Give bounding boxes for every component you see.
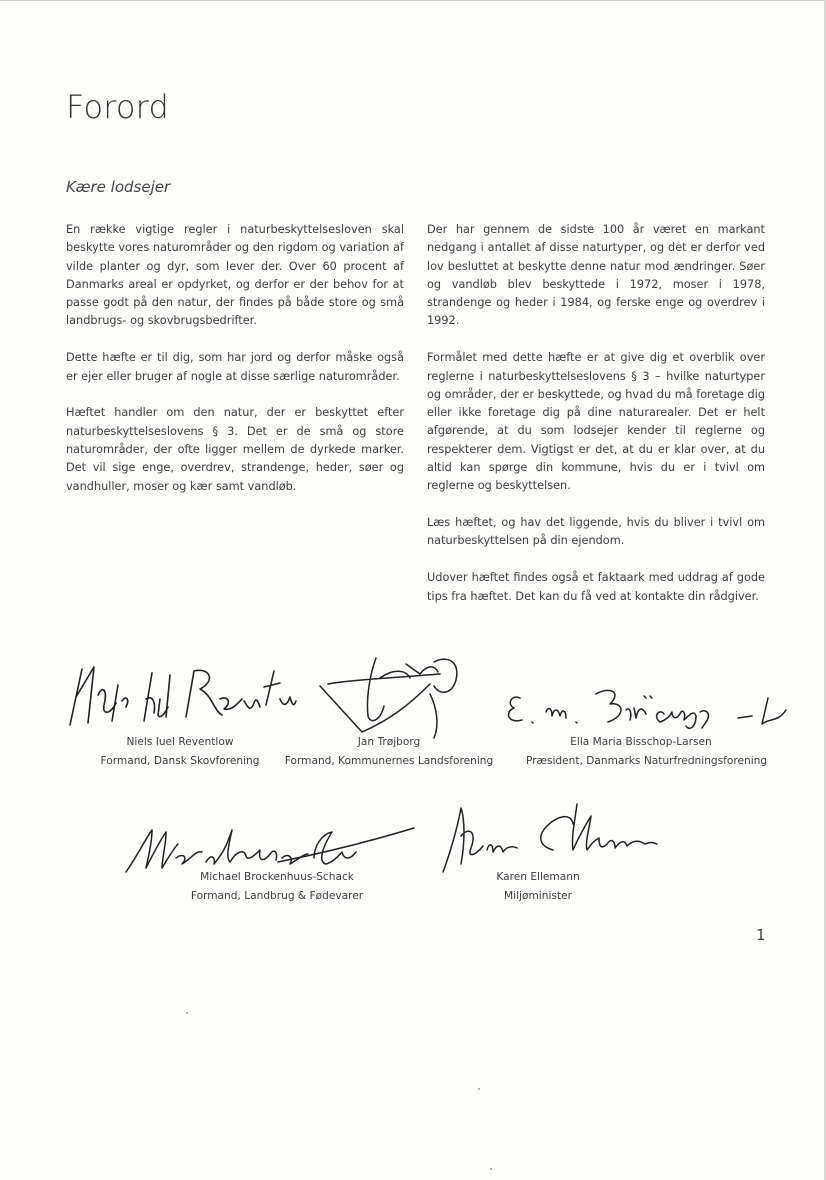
- paragraph: Udover hæftet findes også et faktaark med uddrag af gode tips fra hæftet. Det kan du få ved at kontakte din rådgiver.: [427, 571, 765, 603]
- signatory-name: Niels Iuel Reventlow: [126, 736, 234, 748]
- paragraph: Formålet med dette hæfte er at give dig et overblik over reglerne i naturbeskyttelseslovens § 3 – hvilke naturtyper og områder, der er beskyttede, og hvad du må foretage dig eller ikke foretage dig på dine naturarealer. Det er helt afgørende, at du som lodsejer kender til reglerne og respekterer dem. Vigtigst er det, at du er klar over, at du altid kan spørge din kommune, hvis du er i tvivl om reglerne og beskyttelsen.: [427, 351, 766, 493]
- signature-bisschop-larsen: [500, 676, 800, 736]
- left-column: [66, 221, 404, 514]
- signatory-role: Formand, Kommunernes Landsforening: [284, 755, 494, 767]
- signatory-role: Formand, Landbrug & Fødevarer: [190, 890, 364, 902]
- signatory-reventlow: [95, 733, 265, 771]
- scan-speck: [478, 1088, 480, 1090]
- page-title: Forord: [66, 88, 169, 126]
- salutation: Kære lodsejer: [66, 178, 171, 196]
- signature-trojborg: [310, 644, 470, 744]
- scan-speck: [490, 1168, 492, 1170]
- right-column: [427, 221, 765, 624]
- signatory-name: Karen Ellemann: [496, 871, 580, 883]
- signatory-role: Formand, Dansk Skovforening: [100, 755, 260, 767]
- paragraph: Dette hæfte er til dig, som har jord og derfor måske også er ejer eller bruger af nogle at disse særlige naturområder.: [66, 351, 404, 383]
- paragraph: Læs hæftet, og hav det liggende, hvis du bliver i tvivl om naturbeskyttelsen på din ejendom.: [427, 516, 765, 548]
- signature-ellemann: [435, 796, 665, 876]
- signatory-name: Ella Maria Bisschop-Larsen: [570, 736, 712, 748]
- signatory-name: Jan Trøjborg: [357, 736, 421, 748]
- paragraph: Der har gennem de sidste 100 år været en markant nedgang i antallet af disse naturtyper, og det er derfor ved lov besluttet at beskytte denne natur mod ændringer. Søer og vandløb blev beskyttede i 1972, moser i 1978, strandenge og heder i 1984, og ferske enge og overdrev i 1992.: [427, 223, 765, 328]
- signatory-trojborg: [284, 733, 494, 771]
- signatory-role: Præsident, Danmarks Naturfredningsforening: [526, 755, 768, 767]
- page-number: 1: [756, 926, 766, 944]
- signatory-role: Miljøminister: [504, 890, 572, 902]
- signatory-name: Michael Brockenhuus-Schack: [200, 871, 354, 883]
- scan-speck: [186, 1012, 188, 1014]
- signatory-brockenhuus-schack: [182, 868, 372, 906]
- scan-top-edge: [0, 0, 826, 1]
- signatory-ellemann: [478, 868, 598, 906]
- paragraph: En række vigtige regler i naturbeskyttelsesloven skal beskytte vores naturområder og den rigdom og variation af vilde planter og dyr, som lever der. Over 60 procent af Danmarks areal er opdyrket, og derfor er der behov for at passe godt på den natur, der findes på både store og små landbrugs- og skovbrugsbedrifter.: [66, 223, 404, 328]
- paragraph: Hæftet handler om den natur, der er beskyttet efter naturbeskyttelseslovens § 3. Det er de små og store naturområder, der ofte ligger mellem de dyrkede marker. Det vil sige enge, overdrev, strandenge, heder, søer og vandhuller, moser og kær samt vandløb.: [66, 406, 404, 493]
- signatory-bisschop-larsen: [526, 733, 768, 771]
- signature-reventlow: [60, 655, 300, 735]
